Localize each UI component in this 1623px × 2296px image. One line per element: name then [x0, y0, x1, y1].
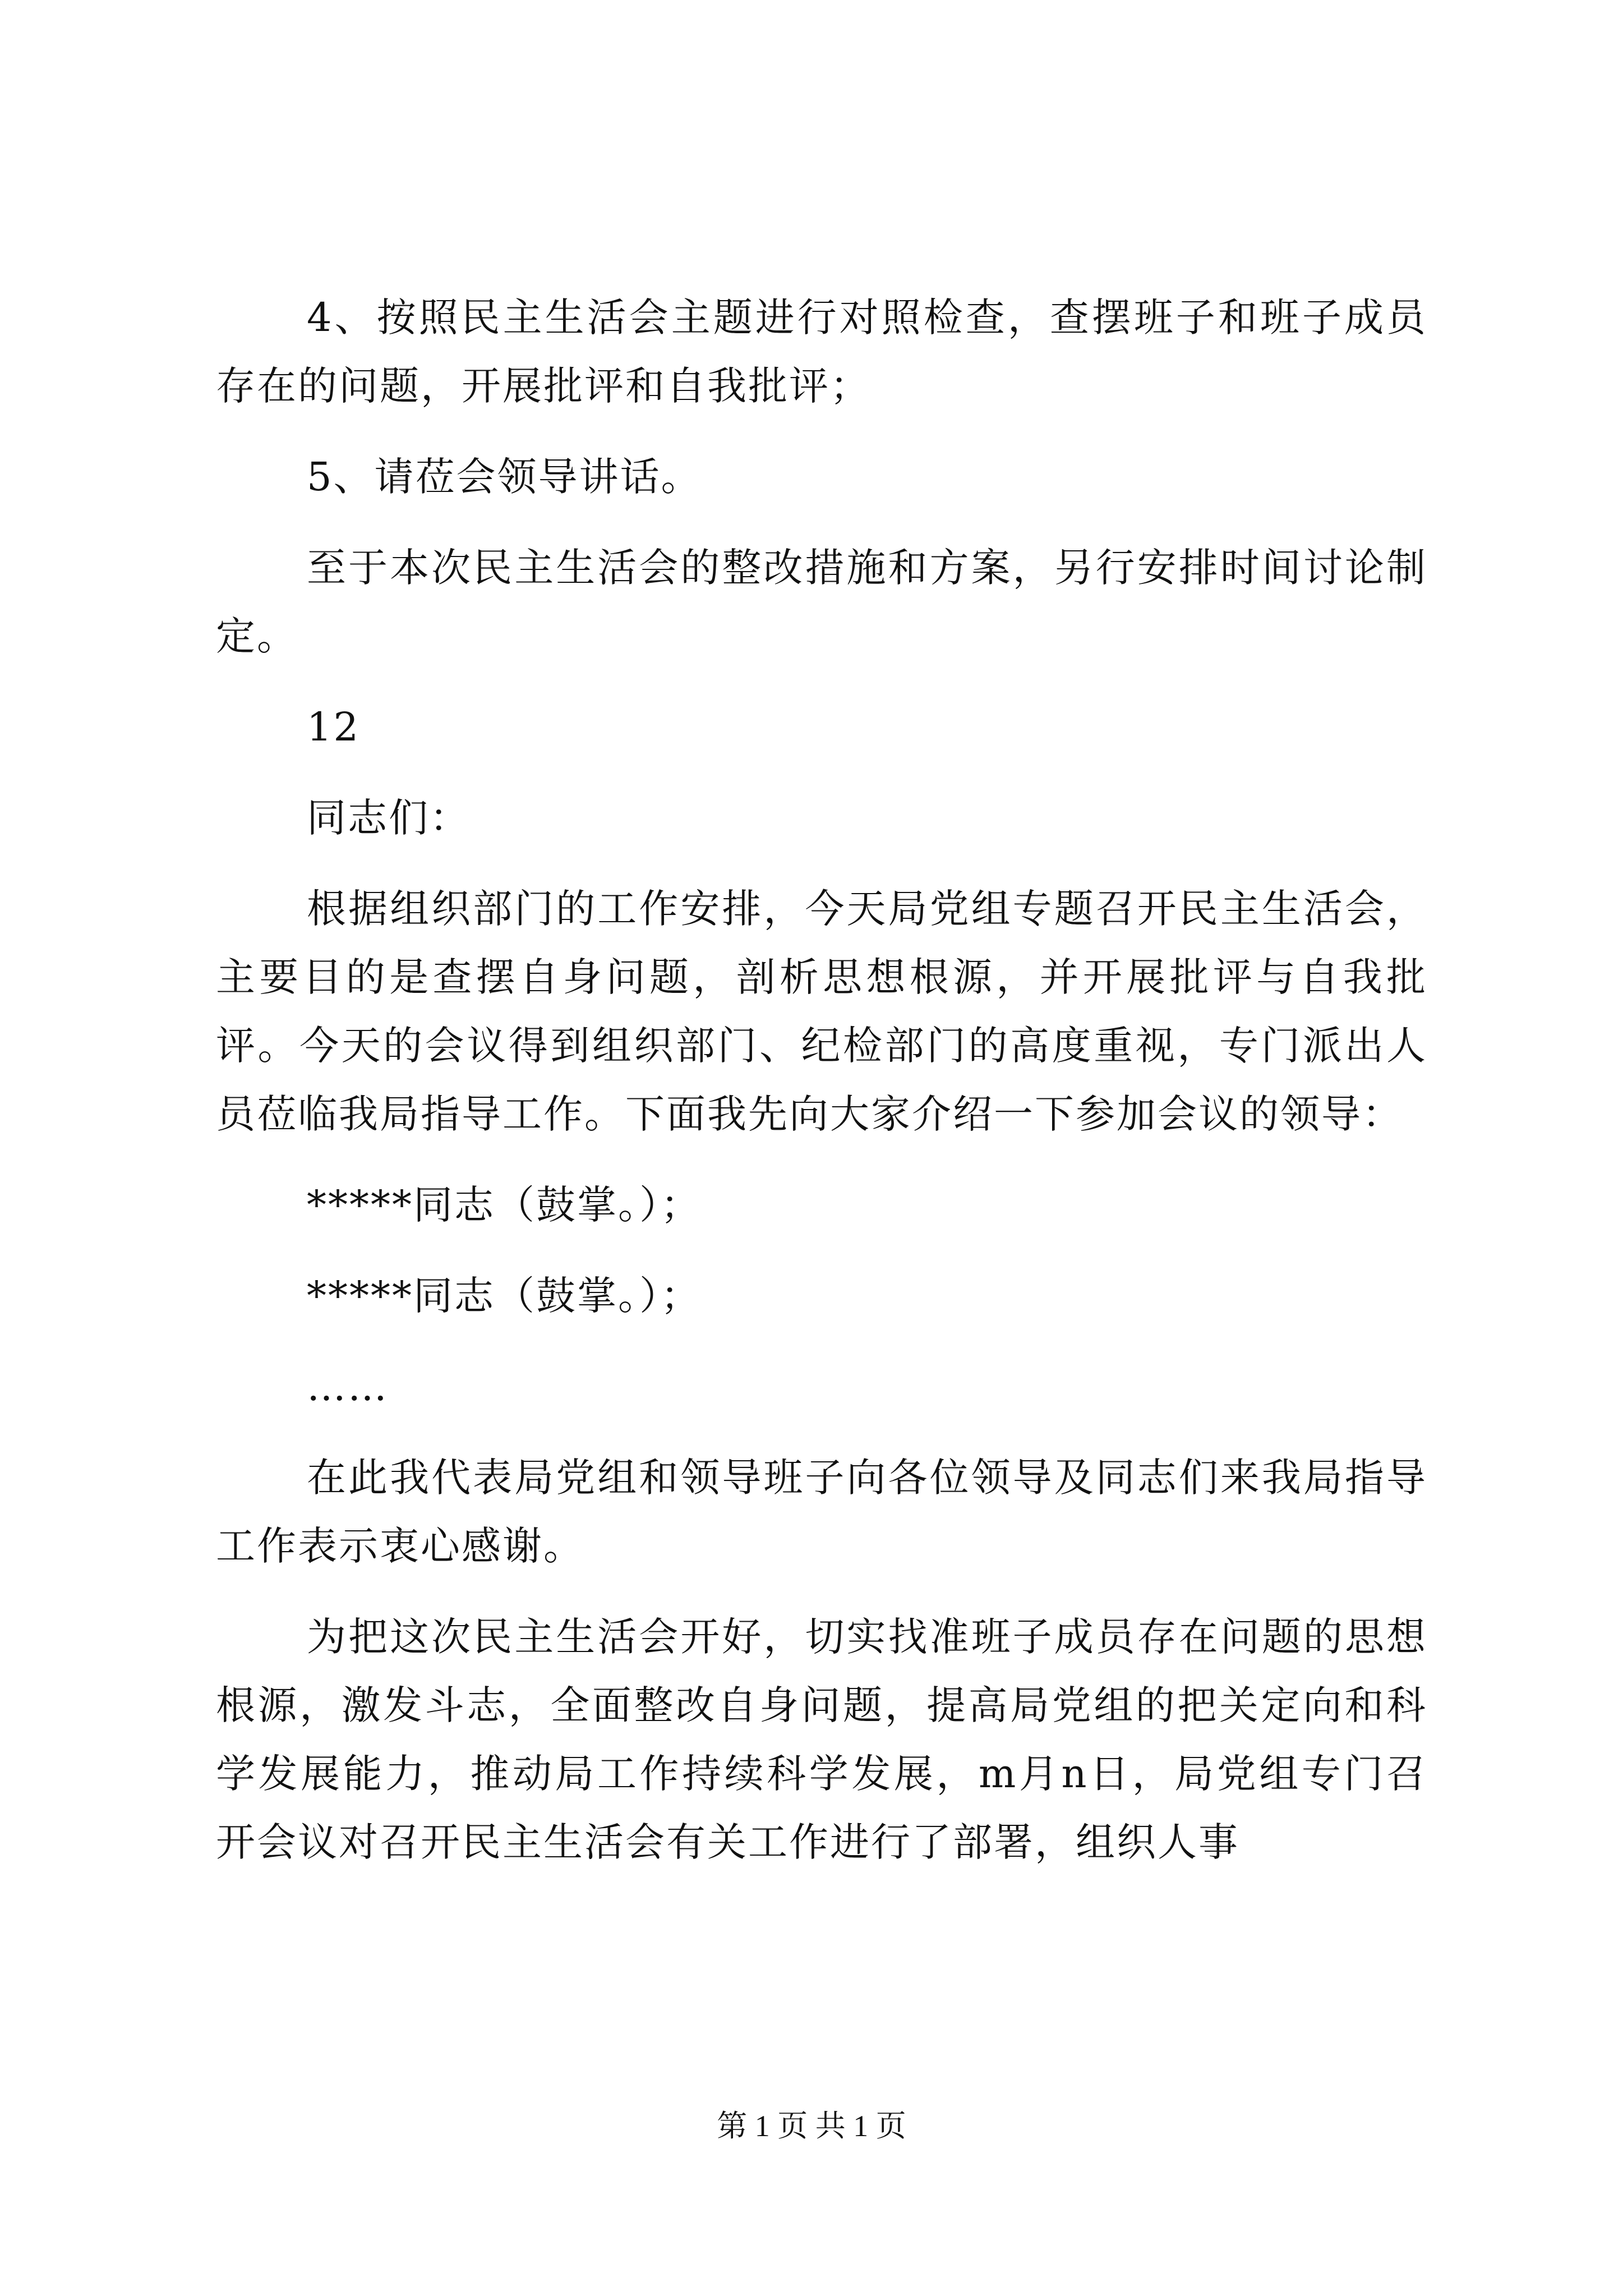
attendee-line-2: *****同志（鼓掌。）；	[307, 1273, 702, 1319]
paragraph-thanks: 在此我代表局党组和领导班子向各位领导及同志们来我局指导工作表示衷心感谢。	[216, 1455, 1427, 1569]
document-body	[216, 283, 1427, 1899]
attendee-line-1: *****同志（鼓掌。）；	[307, 1182, 702, 1228]
paragraph-introduction: 根据组织部门的工作安排，今天局党组专题召开民主生活会，主要目的是查摆自身问题，剖析思想根源，并开展批评与自我批评。今天的会议得到组织部门、纪检部门的高度重视，专门派出人员莅临我局指导工作。下面我先向大家介绍一下参加会议的领导：	[216, 886, 1427, 1137]
paragraph-item-4: 4、按照民主生活会主题进行对照检查，查摆班子和班子成员存在的问题，开展批评和自我批评；	[216, 295, 1427, 409]
paragraph-item-5: 5、请莅会领导讲话。	[307, 454, 702, 500]
page-footer: 第 1 页 共 1 页	[717, 2109, 906, 2143]
paragraph-preparation: 为把这次民主生活会开好，切实找准班子成员存在问题的思想根源，激发斗志，全面整改自身问题，提高局党组的把关定向和科学发展能力，推动局工作持续科学发展，m月n日，局党组专门召开会议对召开民主生活会有关工作进行了部署，组织人事	[216, 1614, 1427, 1865]
ellipsis-line: ……	[307, 1364, 389, 1410]
paragraph-rectification: 至于本次民主生活会的整改措施和方案，另行安排时间讨论制定。	[216, 545, 1427, 659]
salutation: 同志们：	[307, 795, 471, 841]
section-number: 12	[307, 704, 361, 750]
